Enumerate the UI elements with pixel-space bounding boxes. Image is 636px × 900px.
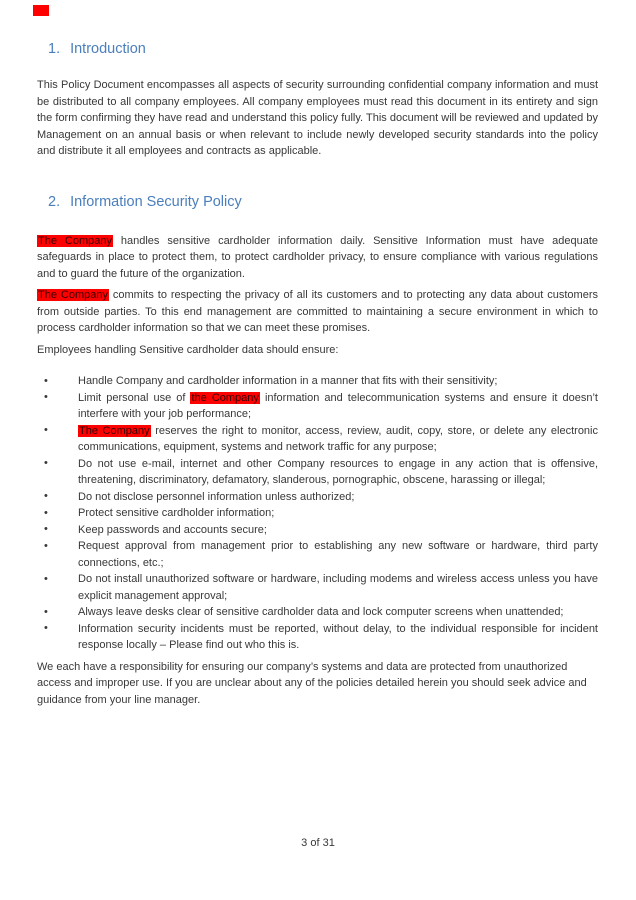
bullet-item	[37, 505, 598, 522]
bullet-icon: •	[44, 539, 48, 552]
page-content	[0, 40, 636, 708]
bullet-item	[37, 604, 598, 621]
bullet-item	[37, 489, 598, 506]
bullet-item	[37, 571, 598, 604]
bullet-item	[37, 423, 598, 456]
redacted-logo-mark	[33, 5, 49, 16]
section-title: Introduction	[70, 41, 146, 57]
section-heading-introduction	[48, 40, 598, 58]
closing-paragraph: We each have a responsibility for ensuring our company’s systems and data are protected from unauthorized access and improper use. If you are unclear about any of the policies detailed herein you should seek advice and guidance from your line manager.	[37, 660, 587, 706]
bullet-icon: •	[44, 374, 48, 387]
bullet-text: Limit personal use of the Company information and telecommunication systems and ensure it doesn’t interfere with your job performance;	[78, 391, 598, 420]
redacted-company-name: The Company	[38, 234, 112, 247]
policy-bullet-list	[37, 373, 598, 654]
bullet-icon: •	[44, 506, 48, 519]
bullet-icon: •	[44, 523, 48, 535]
bullet-item	[37, 621, 598, 654]
bullet-icon: •	[44, 572, 48, 585]
bullet-text: Information security incidents must be reported, without delay, to the individual responsible for incident response locally – Please find out who this is.	[78, 622, 598, 651]
section-number: 1.	[48, 41, 61, 57]
bullet-text: Always leave desks clear of sensitive cardholder data and lock computer screens when unattended;	[78, 606, 564, 618]
bullet-text: Request approval from management prior to establishing any new software or hardware, third party connections, etc.;	[78, 540, 598, 569]
bullet-text: Keep passwords and accounts secure;	[78, 523, 267, 536]
bullet-text: Handle Company and cardholder information in a manner that fits with their sensitivity;	[78, 375, 498, 387]
ensure-intro-paragraph: Employees handling Sensitive cardholder data should ensure:	[37, 343, 339, 356]
bullet-item	[37, 456, 598, 489]
bullet-icon: •	[44, 605, 48, 618]
bullet-item	[37, 538, 598, 571]
policy-paragraph-handles: The Company handles sensitive cardholder information daily. Sensitive Information must have adequate safeguards in place to protect them, to protect cardholder privacy, to ensure compliance with various regulations and to guard the future of the organization.	[37, 234, 599, 280]
redacted-company-name: The Company	[79, 424, 150, 437]
redacted-company-name: The Company	[38, 289, 108, 301]
bullet-text: Do not use e-mail, internet and other Company resources to engage in any action that is offensive, threatening, discriminatory, defamatory, slanderous, pornographic, obscene, harassing or illegal;	[78, 457, 598, 486]
bullet-text: Protect sensitive cardholder information;	[78, 507, 275, 519]
section-title: Information Security Policy	[70, 193, 242, 210]
bullet-text: Do not install unauthorized software or hardware, including modems and wireless access unless you have explicit management approval;	[78, 573, 598, 602]
bullet-icon: •	[44, 490, 48, 502]
bullet-item	[37, 373, 598, 390]
section-heading-information-security-policy	[48, 193, 598, 211]
intro-paragraph: This Policy Document encompasses all aspects of security surrounding confidential company information and must be distributed to all company employees. All company employees must read this document in its entirety and sign the form confirming they have read and understand this policy fully. This document will be reviewed and updated by Management on an annual basis or when relevant to include newly developed security standards into the policy and distribute it all employees and contracts as applicable.	[37, 79, 598, 157]
bullet-icon: •	[44, 622, 48, 634]
bullet-item	[37, 522, 598, 539]
redacted-company-name: the Company	[191, 391, 259, 404]
bullet-text: Do not disclose personnel information unless authorized;	[78, 490, 355, 503]
page-number: 3 of 31	[301, 837, 335, 849]
bullet-item	[37, 390, 598, 423]
bullet-text: The Company reserves the right to monitor, access, review, audit, copy, store, or delete any electronic communications, equipment, systems and network traffic for any purpose;	[78, 424, 598, 453]
bullet-icon: •	[44, 391, 48, 403]
bullet-icon: •	[44, 457, 48, 469]
bullet-icon: •	[44, 424, 48, 436]
policy-paragraph-commits: The Company commits to respecting the privacy of all its customers and to protecting any data about customers from outside parties. To this end management are committed to maintaining a secure environment in which to process cardholder information so that we can meet these promises.	[37, 289, 598, 334]
section-number: 2.	[48, 193, 61, 210]
